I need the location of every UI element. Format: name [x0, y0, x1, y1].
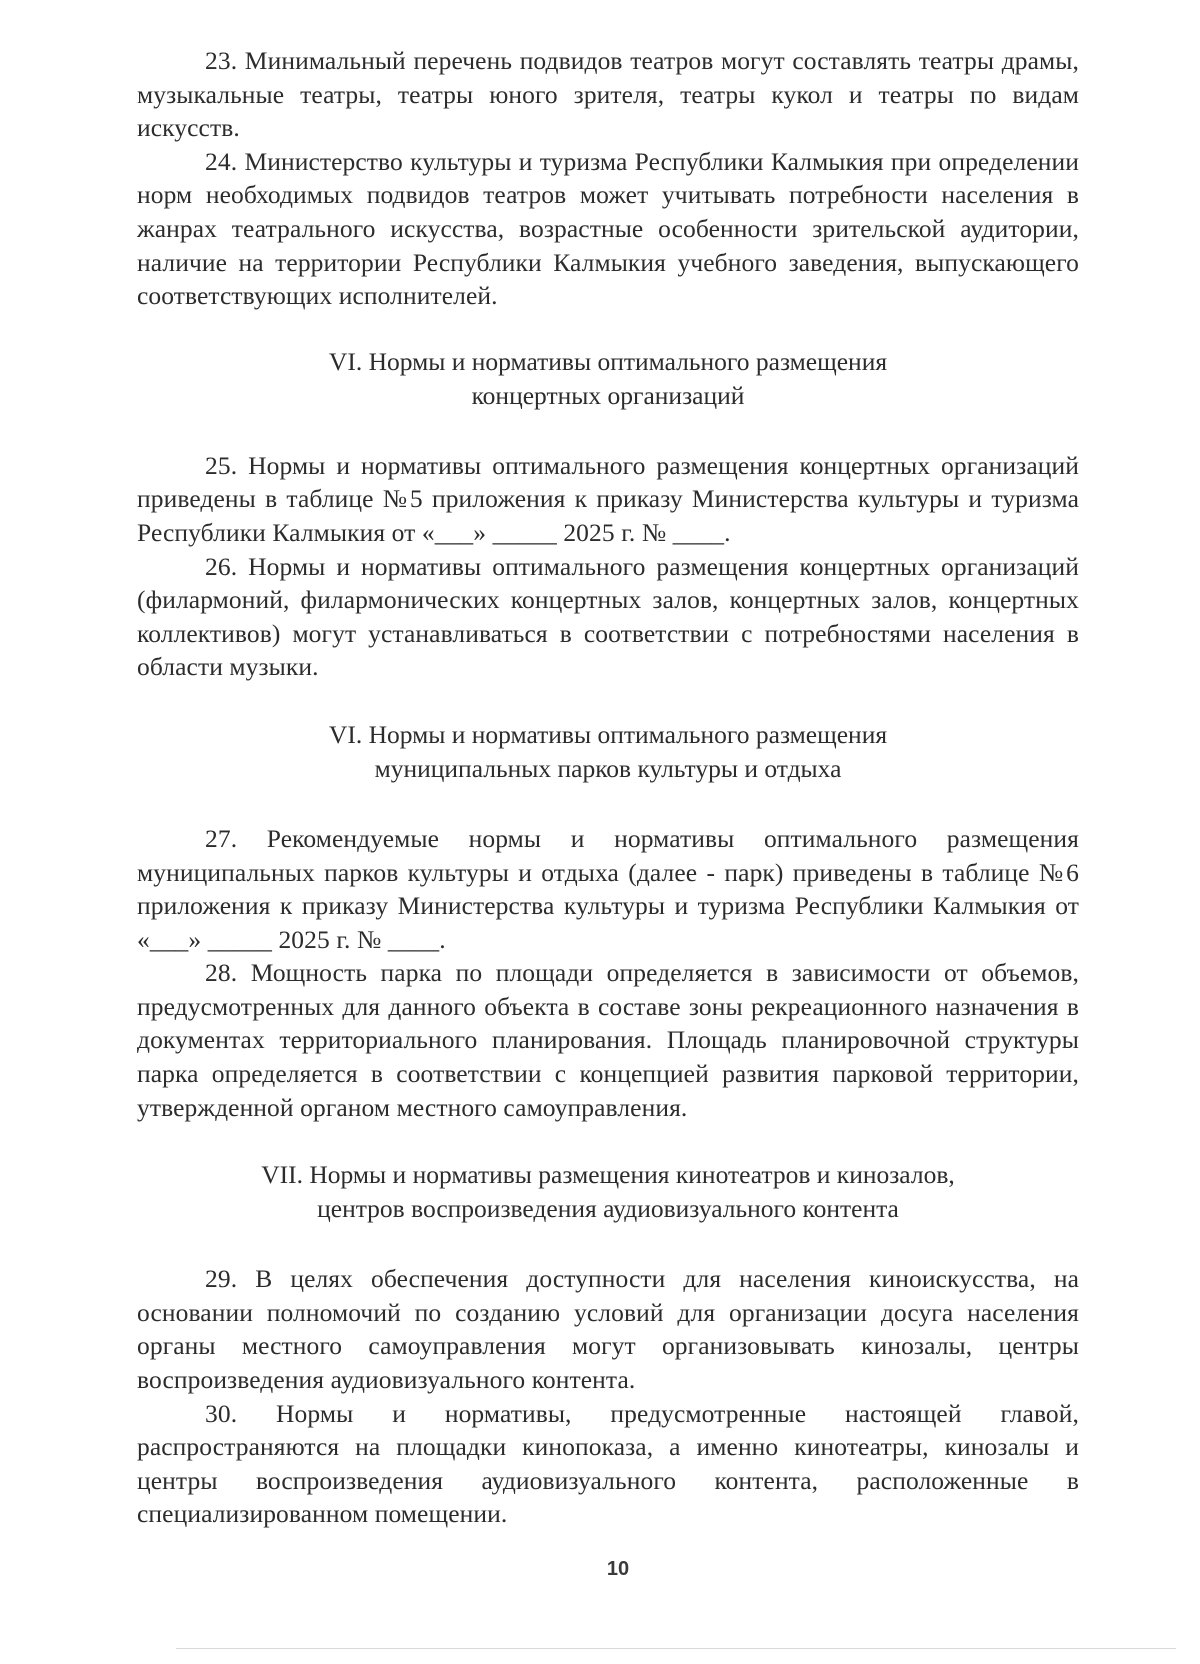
paragraph-25: 25. Нормы и нормативы оптимального размещения концертных организаций приведены в таблице №5 приложения к приказу Министерства культуры и туризма Республики Калмыкия от «___» _____ 2025 г. № ____. — [137, 450, 1079, 547]
page-number: 10 — [606, 1558, 630, 1580]
paragraph-27: 27. Рекомендуемые нормы и нормативы оптимального размещения муниципальных парков культуры и отдыха (далее - парк) приведены в таблице №6 приложения к приказу Министерства культуры и туризма Республики Калмыкия от «___» _____ 2025 г. № ____. — [137, 823, 1079, 954]
section-heading-cinemas: VII. Нормы и нормативы размещения кинотеатров и кинозалов, центров воспроизведения аудиовизуального контента — [261, 1160, 955, 1224]
section-heading-concert-organizations: VI. Нормы и нормативы оптимального размещения концертных организаций — [328, 346, 888, 410]
section-heading-municipal-parks: VI. Нормы и нормативы оптимального размещения муниципальных парков культуры и отдыха — [328, 719, 888, 783]
paragraph-26: 26. Нормы и нормативы оптимального размещения концертных организаций (филармоний, филармонических концертных залов, концертных залов, концертных коллективов) могут устанавливаться в соответствии с потребностями населения в области музыки. — [137, 551, 1079, 682]
paragraph-28: 28. Мощность парка по площади определяется в зависимости от объемов, предусмотренных для данного объекта в составе зоны рекреационного назначения в документах территориального планирования. Площадь планировочной структуры парка определяется в соответствии с концепцией развития парковой территории, утвержденной органом местного самоуправления. — [137, 958, 1079, 1122]
paragraph-29: 29. В целях обеспечения доступности для населения киноискусства, на основании полномочий по созданию условий для организации досуга населения органы местного самоуправления могут организовывать кинозалы, центры воспроизведения аудиовизуального контента. — [137, 1264, 1079, 1395]
paragraph-24: 24. Министерство культуры и туризма Республики Калмыкия при определении норм необходимых подвидов театров может учитывать потребности населения в жанрах театрального искусства, возрастные особенности зрительской аудитории, наличие на территории Республики Калмыкия учебного заведения, выпускающего соответствующих исполнителей. — [137, 146, 1079, 311]
scan-edge-line — [176, 1648, 1176, 1649]
paragraph-30: 30. Нормы и нормативы, предусмотренные настоящей главой, распространяются на площадки кинопоказа, а именно кинотеатры, кинозалы и центры воспроизведения аудиовизуального контента, расположенные в специализированном помещении. — [137, 1398, 1079, 1529]
paragraph-23: 23. Минимальный перечень подвидов театров могут составлять театры драмы, музыкальные театры, театры юного зрителя, театры кукол и театры по видам искусств. — [137, 46, 1079, 143]
document-body — [137, 44, 1079, 1531]
